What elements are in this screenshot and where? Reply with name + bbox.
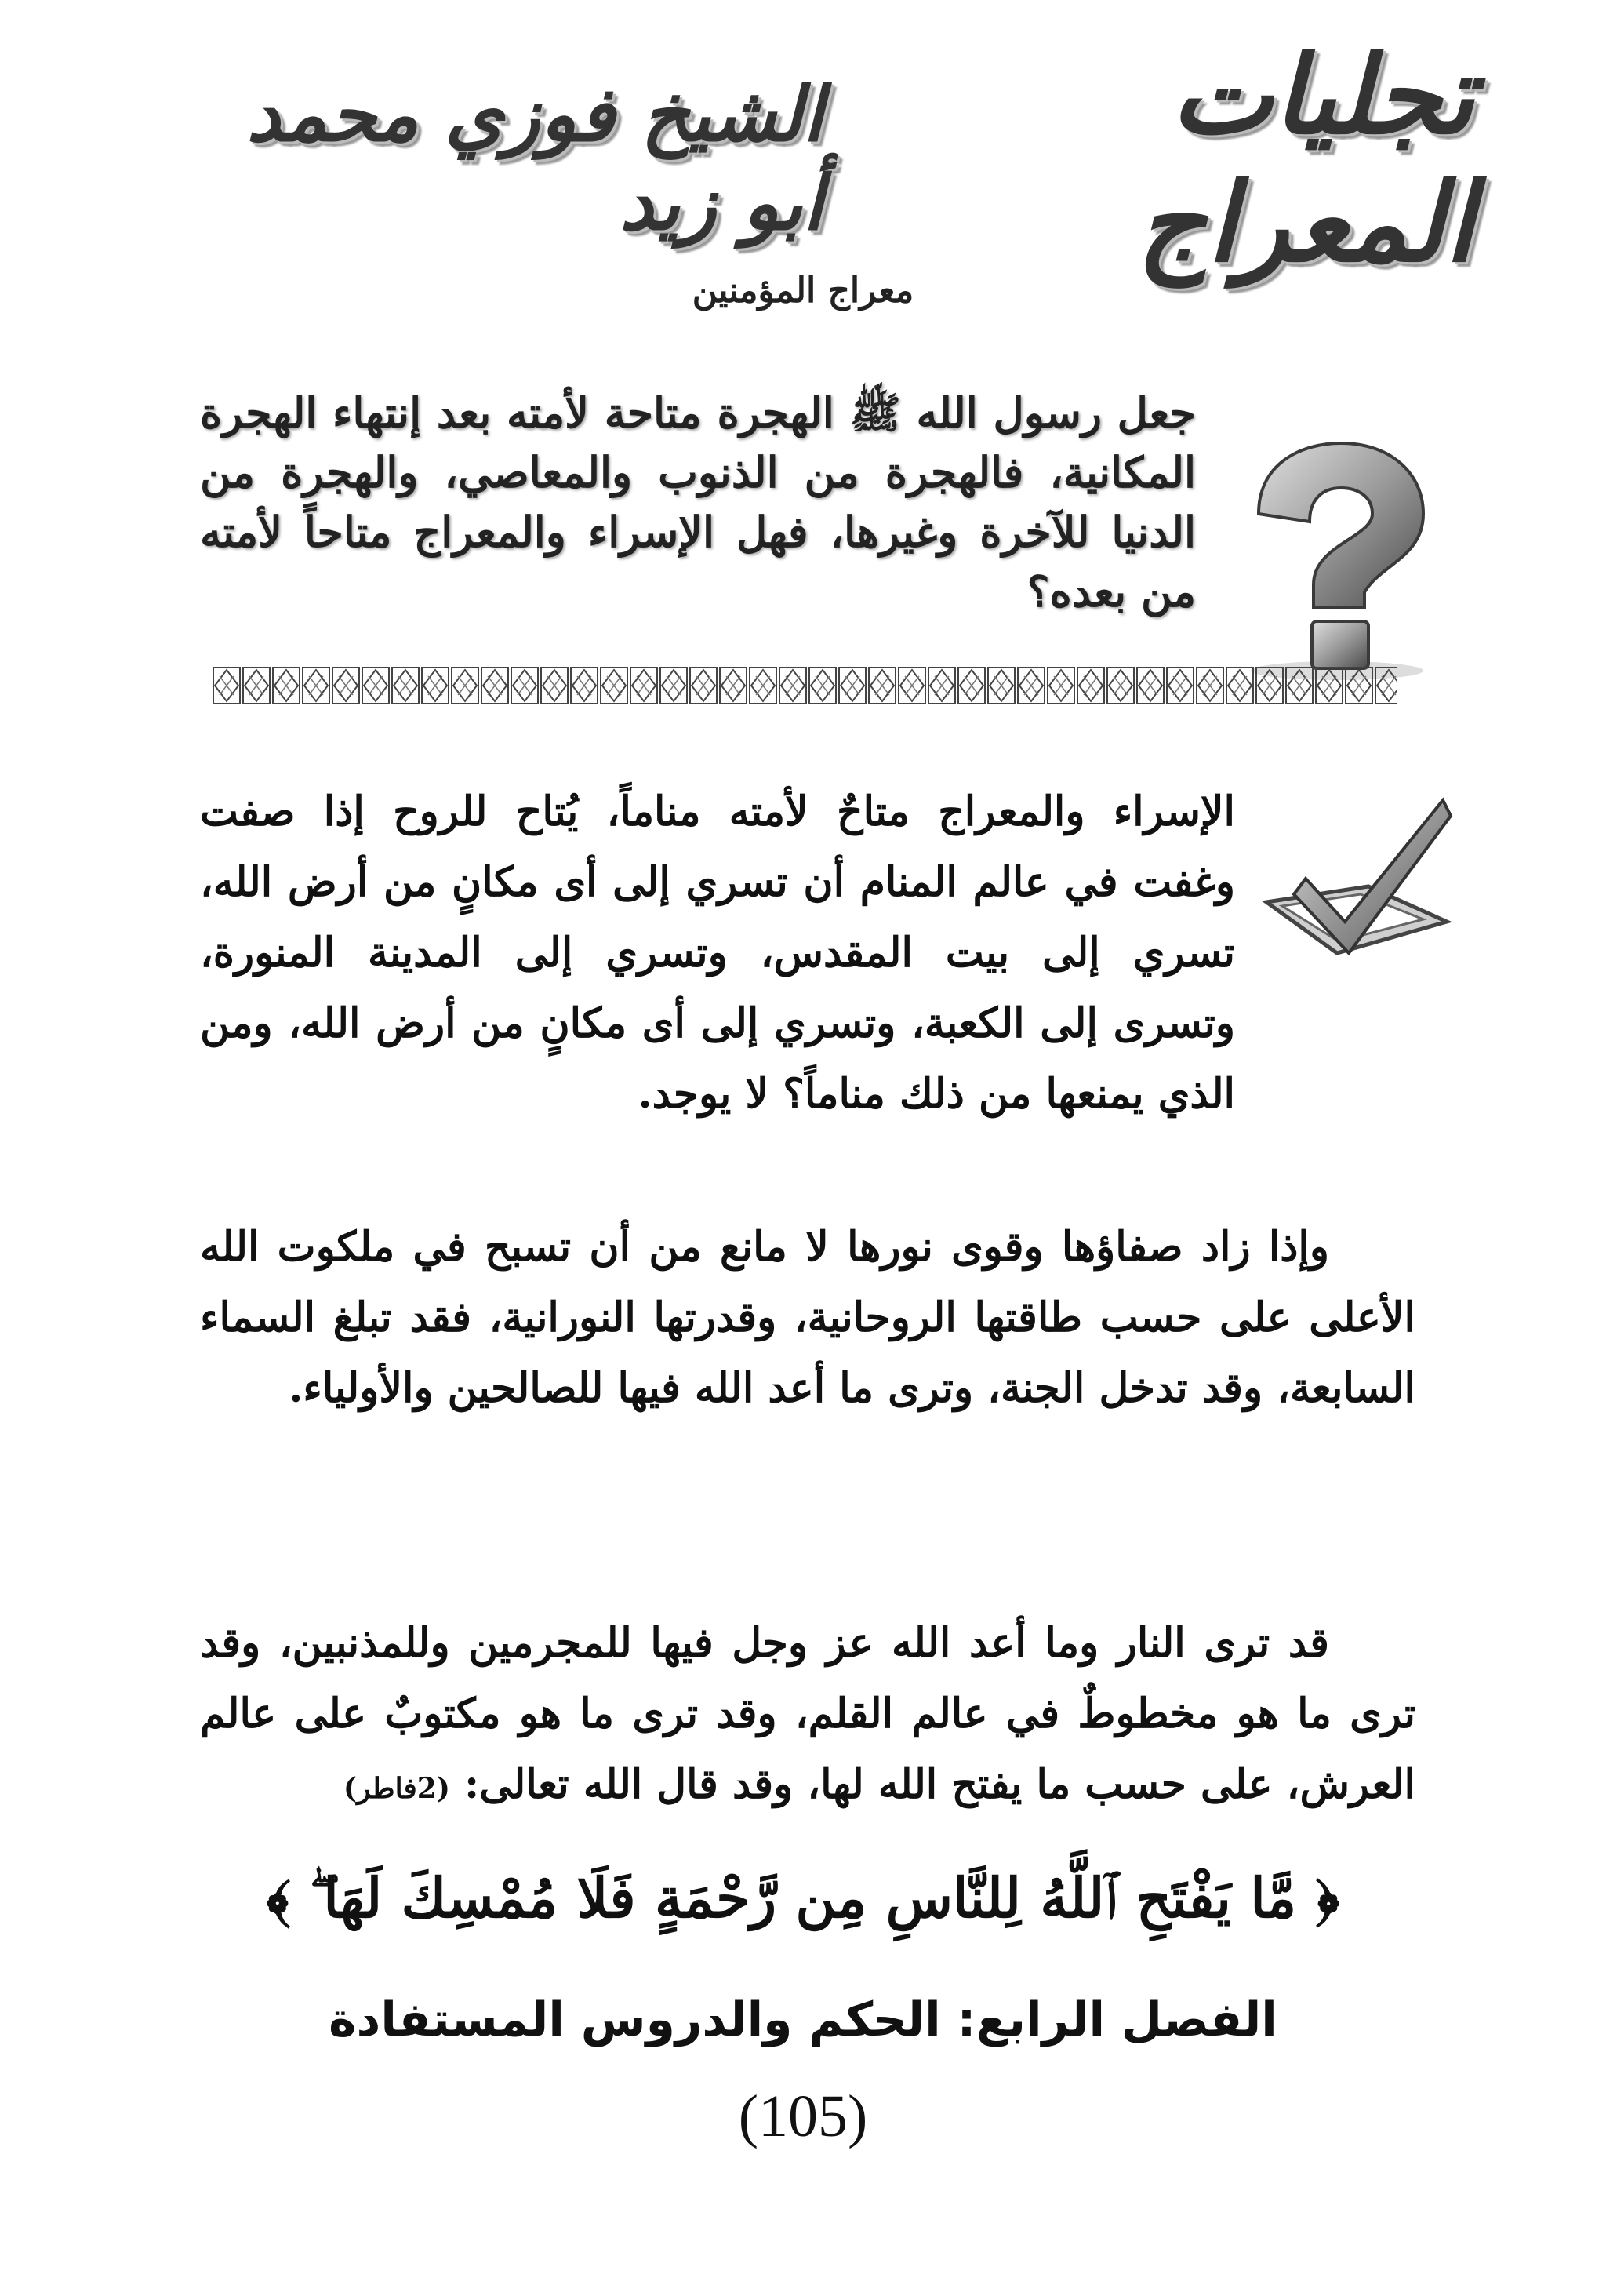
- answer-paragraph-3: [200, 1608, 1415, 1824]
- section-title: معراج المؤمنين: [692, 271, 914, 311]
- paragraph-3-text: قد ترى النار وما أعد الله عز وجل فيها للمجرمين وللمذنبين، وقد ترى ما هو مخطوطٌ في عالم القلم، وقد ترى ما هو مكتوبٌ على عالم العرش، على حسب ما يفتح الله لها، وقد قال الله تعالى:: [200, 1619, 1415, 1808]
- author-name-logo: الشيخ فوزي محمد أبو زيد: [246, 70, 823, 247]
- answer-paragraph-1: الإسراء والمعراج متاحٌ لأمته مناماً، يُتاح للروح إذا صفت وغفت في عالم المنام أن تسري إلى أى مكانٍ من أرض الله، تسري إلى بيت المقدس، وتسري إلى المدينة المنورة، وتسرى إلى الكعبة، وتسري إلى أى مكانٍ من أرض الله، ومن الذي يمنعها من ذلك مناماً؟ لا يوجد.: [200, 788, 1235, 1118]
- chapter-title: الفصل الرابع: الحكم والدروس المستفادة: [329, 1992, 1277, 2047]
- page-number: (105): [738, 2083, 868, 2149]
- quran-verse: ﴿ مَّا يَفْتَحِ ٱللَّهُ لِلنَّاسِ مِن رَّحْمَةٍ فَلَا مُمْسِكَ لَهَا ۖ ﴾: [266, 1865, 1340, 1930]
- answer-paragraph-2: وإذا زاد صفاؤها وقوى نورها لا مانع من أن تسبح في ملكوت الله الأعلى على حسب طاقتها الروحانية، وقدرتها النورانية، فقد تبلغ السماء السابعة، وقد تدخل الجنة، وترى ما أعد الله فيها للصالحين والأولياء.: [200, 1223, 1415, 1412]
- checkmark-icon: [1251, 784, 1455, 981]
- question-mark-icon: [1227, 439, 1439, 682]
- ornamental-divider: [212, 665, 1397, 706]
- question-text: جعل رسول الله ﷺ الهجرة متاحة لأمته بعد إنتهاء الهجرة المكانية، فالهجرة من الذنوب والمعاصي، والهجرة من الدنيا للآخرة وغيرها، فهل الإسراء والمعراج متاحاً لأمته من بعده؟: [200, 388, 1196, 617]
- book-title-logo: تجليات المعراج: [1136, 31, 1474, 286]
- quran-reference: (2فاطر): [343, 1772, 450, 1805]
